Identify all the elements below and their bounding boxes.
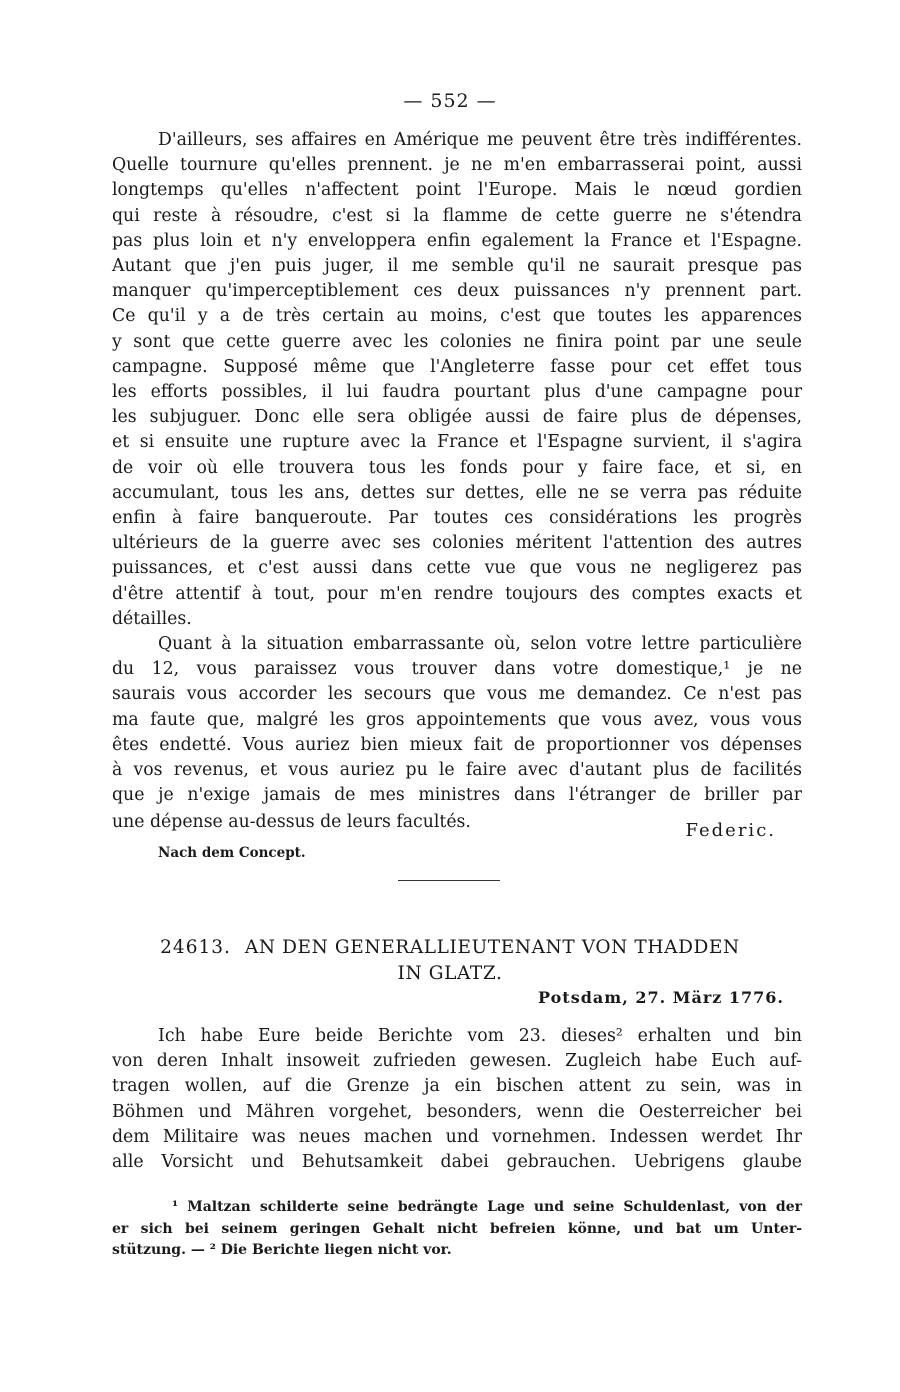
text-line: détailles.: [112, 608, 192, 629]
footnotes: [112, 1197, 802, 1262]
text-line: D'ailleurs, ses affaires en Amérique me peuvent être très indifférentes.: [158, 130, 802, 150]
source-note: Nach dem Concept.: [158, 845, 306, 861]
text-line: que je n'exige jamais de mes ministres dans l'étranger de briller par: [112, 785, 802, 806]
text-line: pas plus loin et n'y enveloppera enfin egalement la France et l'Espagne.: [112, 230, 802, 251]
page-number: — 552 —: [403, 90, 497, 112]
text-line: Ce qu'il y a de très certain au moins, c'est que toutes les apparences: [112, 306, 802, 327]
closing-row: [112, 812, 802, 842]
text-line: longtemps qu'elles n'affectent point l'Europe. Mais le nœud gordien: [112, 180, 802, 201]
text-line: les subjuguer. Donc elle sera obligée aussi de faire plus de dépenses,: [112, 407, 802, 428]
text-line: ¹ Maltzan schilderte seine bedrängte Lage und seine Schuldenlast, von der: [172, 1199, 802, 1215]
dateline: Potsdam, 27. März 1776.: [538, 988, 784, 1007]
heading-line-2: IN GLATZ.: [397, 963, 503, 984]
text-line: y sont que cette guerre avec les colonies ne finira point par une seule: [112, 331, 802, 352]
text-line: von deren Inhalt insoweit zufrieden gewesen. Zugleich habe Euch auf-: [112, 1051, 802, 1072]
text-line: accumulant, tous les ans, dettes sur dettes, elle ne se verra pas réduite: [112, 482, 802, 503]
text-line: ma faute que, malgré les gros appointements que vous avez, vous vous: [112, 709, 802, 730]
text-line: à vos revenus, et vous auriez pu le faire avec d'autant plus de facilités: [112, 760, 802, 781]
text-line: les efforts possibles, il lui faudra pourtant plus d'une campagne pour: [112, 382, 802, 403]
letter-number: 24613.: [160, 937, 231, 958]
paragraph-situation: [112, 632, 802, 808]
text-line: manquer qu'imperceptiblement ces deux puissances n'y prennent part.: [112, 281, 802, 302]
text-line: Quelle tournure qu'elles prennent. je ne m'en embarrasserai point, aussi: [112, 155, 802, 176]
text-line: dem Militaire was neues machen und vornehmen. Indessen werdet Ihr: [112, 1126, 802, 1147]
text-line: êtes endetté. Vous auriez bien mieux fait de proportionner vos dépenses: [112, 734, 802, 755]
closing-line: une dépense au-dessus de leurs facultés.: [112, 812, 471, 832]
signature: Federic.: [685, 820, 776, 841]
text-line: et si ensuite une rupture avec la France et l'Espagne survient, il s'agira: [112, 432, 802, 453]
text-line: Ich habe Eure beide Berichte vom 23. dieses² erhalten und bin: [158, 1026, 802, 1046]
text-line: puissances, et c'est aussi dans cette vue que vous ne negligerez pas: [112, 558, 802, 579]
text-line: stützung. — ² Die Berichte liegen nicht vor.: [112, 1242, 452, 1258]
text-line: alle Vorsicht und Behutsamkeit dabei gebrauchen. Uebrigens glaube: [112, 1152, 802, 1173]
text-line: Quant à la situation embarrassante où, selon votre lettre particulière: [158, 634, 802, 655]
letter-heading: [0, 935, 900, 987]
text-line: tragen wollen, auf die Grenze ja ein bischen attent zu sein, was in: [112, 1076, 802, 1097]
paragraph-berichte: [112, 1024, 802, 1175]
text-line: Autant que j'en puis juger, il me semble qu'il ne saurait presque pas: [112, 256, 802, 277]
heading-line-1: [0, 935, 900, 961]
text-line: d'être attentif à tout, pour m'en rendre toujours des comptes exacts et: [112, 583, 802, 604]
text-line: campagne. Supposé même que l'Angleterre fasse pour cet effet tous: [112, 356, 802, 377]
text-line: enfin à faire banqueroute. Par toutes ces considérations les progrès: [112, 508, 802, 529]
text-line: saurais vous accorder les secours que vous me demandez. Ce n'est pas: [112, 684, 802, 705]
text-line: qui reste à résoudre, c'est si la flamme de cette guerre ne s'étendra: [112, 205, 802, 226]
letter-continuation: [112, 128, 802, 808]
paragraph-america: [112, 128, 802, 632]
text-line: du 12, vous paraissez vous trouver dans votre domestique,¹ je ne: [112, 659, 802, 680]
heading-recipient: AN DEN GENERALLIEUTENANT VON THADDEN: [244, 937, 740, 958]
text-line: Böhmen und Mähren vorgehet, besonders, wenn die Oesterreicher bei: [112, 1101, 802, 1122]
text-line: er sich bei seinem geringen Gehalt nicht befreien könne, und bat um Unter-: [112, 1220, 802, 1237]
text-line: de voir où elle trouvera tous les fonds pour y faire face, et si, en: [112, 457, 802, 478]
text-line: ultérieurs de la guerre avec ses colonies méritent l'attention des autres: [112, 533, 802, 554]
section-divider: [398, 880, 500, 881]
letter-body: [112, 1024, 802, 1175]
